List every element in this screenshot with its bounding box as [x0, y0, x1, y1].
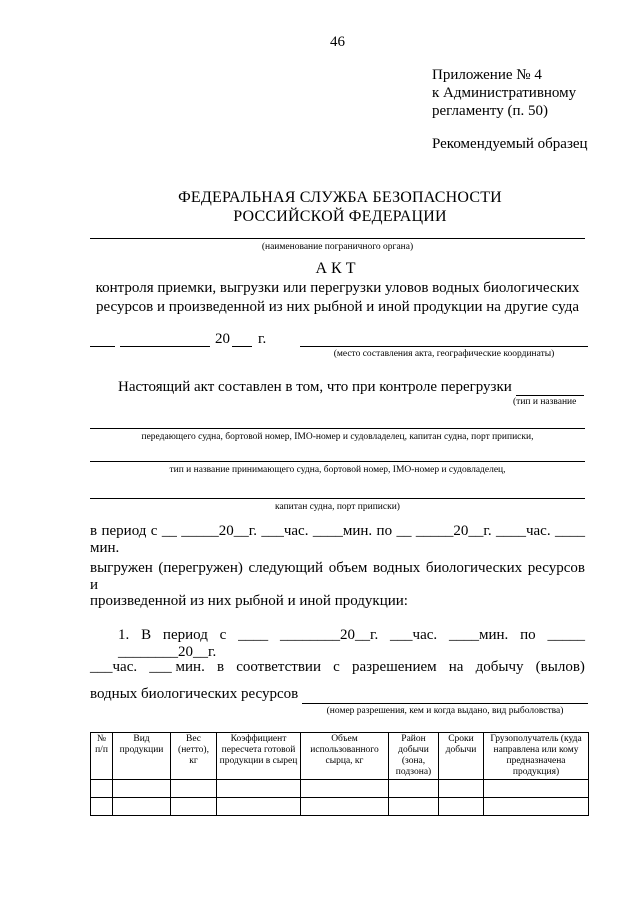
act-subtitle-line-2: ресурсов и произведенной из них рыбной и иной продукции на другие суда	[95, 299, 580, 315]
intro-caption: (тип и название	[513, 397, 577, 407]
table-cell[interactable]	[91, 780, 113, 798]
appendix-line-3: регламенту (п. 50)	[432, 103, 548, 119]
table-header-row	[91, 733, 589, 780]
col-conversion-factor: Коэффициент пересчета готовой продукции в сырец	[217, 733, 301, 780]
permit-caption: (номер разрешения, кем и когда выдано, вид рыболовства)	[326, 706, 564, 716]
sample-label: Рекомендуемый образец	[432, 136, 588, 152]
item1-line-2	[90, 659, 585, 676]
org-caption: (наименование пограничного органа)	[261, 242, 414, 252]
item1-word-for: на	[448, 659, 464, 675]
receiving-vessel-caption: тип и название принимающего судна, бортовой номер, IMO-номер и судовладелец,	[169, 465, 506, 475]
page-number: 46	[330, 34, 345, 50]
appendix-block	[432, 66, 576, 120]
table-cell[interactable]	[484, 798, 589, 816]
table-cell[interactable]	[171, 780, 217, 798]
table-cell[interactable]	[217, 780, 301, 798]
place-field[interactable]	[300, 346, 588, 347]
date-year-suffix: г.	[258, 331, 267, 347]
period-line: в период с __ _____20__г. ___час. ____мин. по __ _____20__г. ____час. ____ мин.	[90, 523, 585, 556]
date-month-field[interactable]	[120, 346, 210, 347]
col-catch-period: Сроки добычи	[439, 733, 484, 780]
act-subtitle-line-1: контроля приемки, выгрузки или перегрузки уловов водных биологических	[95, 280, 580, 296]
sending-vessel-field[interactable]	[90, 428, 585, 429]
item1-hours: ___час.	[90, 659, 138, 675]
captain-caption: капитан судна, порт приписки)	[275, 502, 400, 512]
table-cell[interactable]	[91, 798, 113, 816]
date-day-field[interactable]	[90, 346, 115, 347]
unloaded-line: выгружен (перегружен) следующий объем водных биологических ресурсов и	[90, 560, 585, 593]
table-cell[interactable]	[301, 780, 389, 798]
product-table	[90, 732, 589, 816]
item1-minutes: ___ мин.	[149, 659, 205, 675]
org-line-1: ФЕДЕРАЛЬНАЯ СЛУЖБА БЕЗОПАСНОСТИ	[178, 189, 502, 206]
table-cell[interactable]	[301, 798, 389, 816]
org-line-2: РОССИЙСКОЙ ФЕДЕРАЦИИ	[233, 208, 447, 225]
table-cell[interactable]	[439, 798, 484, 816]
table-cell[interactable]	[389, 798, 439, 816]
appendix-line-2: к Административному	[432, 85, 577, 101]
place-caption: (место составления акта, географические координаты)	[333, 349, 555, 359]
item1-line: 1. В период с ____ ________20__г. ___час. ____мин. по _____ ________20__г.	[118, 627, 585, 660]
table-row	[91, 798, 589, 816]
item1-word-with: с	[333, 659, 340, 675]
produced-line: произведенной из них рыбной и иной продукции:	[90, 593, 408, 609]
permit-field[interactable]	[302, 703, 588, 704]
table-cell[interactable]	[484, 780, 589, 798]
captain-field[interactable]	[90, 498, 585, 499]
col-number: № п/п	[91, 733, 113, 780]
act-subtitle	[80, 279, 595, 317]
table-row	[91, 780, 589, 798]
vessel-type-field[interactable]	[516, 395, 584, 396]
table-cell[interactable]	[217, 798, 301, 816]
table-cell[interactable]	[389, 780, 439, 798]
appendix-line-1: Приложение № 4	[432, 67, 542, 83]
item1-word-accordance: соответствии	[236, 659, 321, 675]
table-cell[interactable]	[113, 798, 171, 816]
item1-line-3: водных биологических ресурсов	[90, 686, 299, 702]
item1-word-in: в	[216, 659, 225, 675]
date-year-field[interactable]	[232, 346, 252, 347]
col-catch-area: Район добычи (зона, подзона)	[389, 733, 439, 780]
date-year-prefix: 20	[215, 331, 230, 347]
item1-word-harvest: (вылов)	[535, 659, 585, 675]
receiving-vessel-field[interactable]	[90, 461, 585, 462]
item1-word-permit: разрешением	[351, 659, 437, 675]
item1-word-catch: добычу	[475, 659, 524, 675]
col-raw-volume: Объем использованного сырца, кг	[301, 733, 389, 780]
act-title: АКТ	[315, 260, 360, 277]
col-product-type: Вид продукции	[113, 733, 171, 780]
col-consignee: Грузополучатель (куда направлена или кому предназначена продукция)	[484, 733, 589, 780]
table-cell[interactable]	[171, 798, 217, 816]
table-cell[interactable]	[113, 780, 171, 798]
org-name	[150, 188, 530, 226]
sending-vessel-caption: передающего судна, бортовой номер, IMO-номер и судовладелец, капитан судна, порт приписки,	[141, 432, 534, 442]
col-net-weight: Вес (нетто), кг	[171, 733, 217, 780]
intro-text: Настоящий акт составлен в том, что при контроле перегрузки	[118, 379, 512, 395]
org-name-field[interactable]	[90, 238, 585, 239]
table-cell[interactable]	[439, 780, 484, 798]
